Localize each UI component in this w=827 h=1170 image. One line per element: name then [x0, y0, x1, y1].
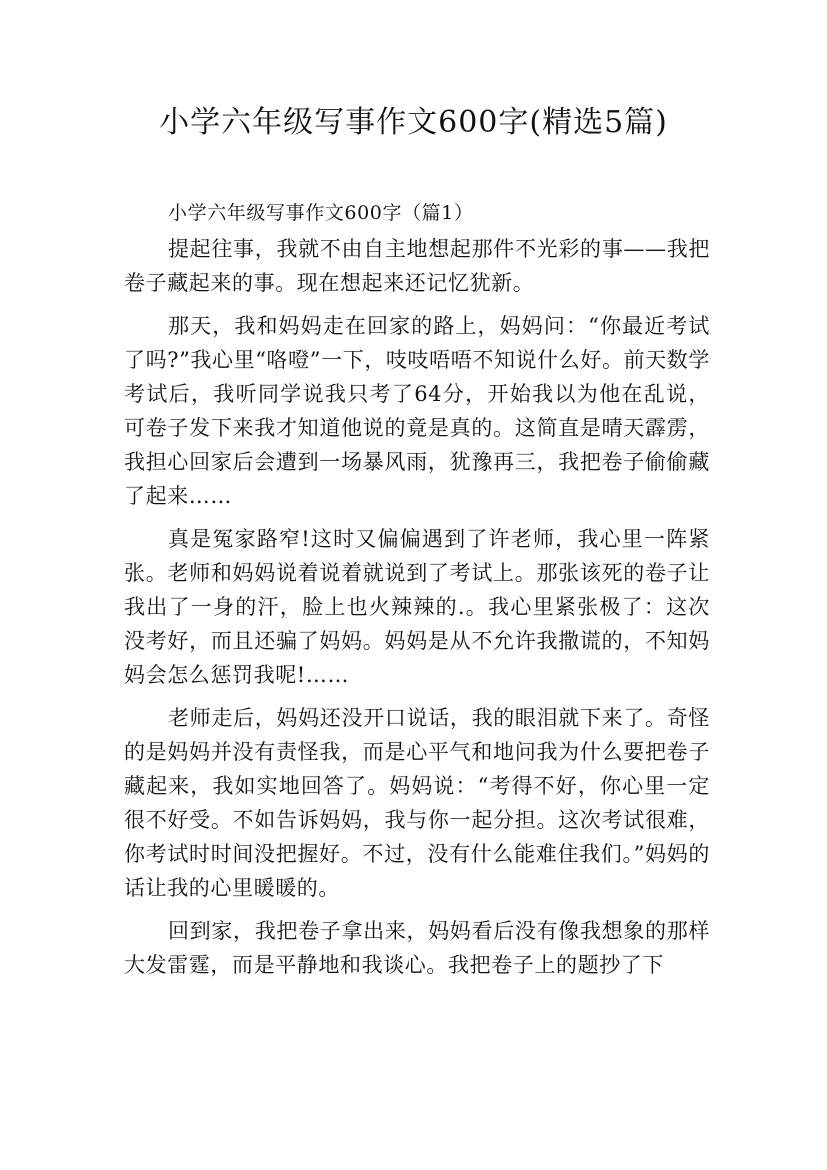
document-title: 小学六年级写事作文600字(精选5篇) [159, 105, 668, 140]
paragraph-3: 真是冤家路窄!这时又偏偏遇到了许老师，我心里一阵紧张。老师和妈妈说着说着就说到了考试上。那张该死的卷子让我出了一身的汗，脸上也火辣辣的.。我心里紧张极了：这次没考好，而且还骗了妈妈。妈妈是从不允许我撒谎的，不知妈妈会怎么惩罚我呢!…… [124, 527, 710, 687]
paragraph-1: 提起往事，我就不由自主地想起那件不光彩的事——我把卷子藏起来的事。现在想起来还记忆犹新。 [124, 237, 710, 295]
section-heading: 小学六年级写事作文600字（篇1） [168, 202, 474, 224]
paragraph-5: 回到家，我把卷子拿出来，妈妈看后没有像我想象的那样大发雷霆，而是平静地和我谈心。我把卷子上的题抄了下 [124, 919, 710, 977]
paragraph-2: 那天，我和妈妈走在回家的路上，妈妈问：“你最近考试了吗?”我心里“咯噔”一下，吱吱唔唔不知说什么好。前天数学考试后，我听同学说我只考了64分，开始我以为他在乱说，可卷子发下来我才知道他说的竟是真的。这简直是晴天霹雳，我担心回家后会遭到一场暴风雨，犹豫再三，我把卷子偷偷藏了起来…… [124, 314, 710, 508]
document-body [124, 196, 710, 982]
paragraph-4: 老师走后，妈妈还没开口说话，我的眼泪就下来了。奇怪的是妈妈并没有责怪我，而是心平气和地问我为什么要把卷子藏起来，我如实地回答了。妈妈说：“考得不好，你心里一定很不好受。不如告诉妈妈，我与你一起分担。这次考试很难，你考试时时间没把握好。不过，没有什么能难住我们。”妈妈的话让我的心里暖暖的。 [124, 706, 710, 900]
